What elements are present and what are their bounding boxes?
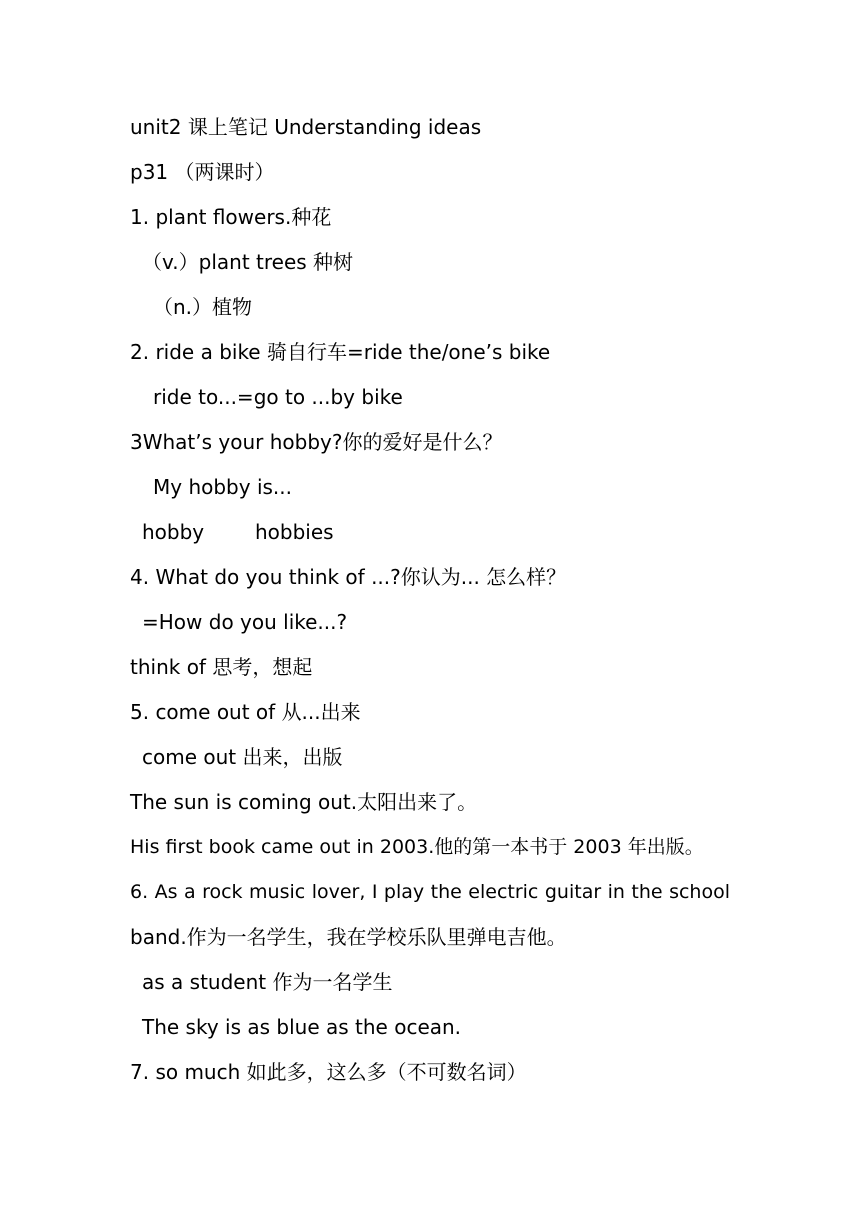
note-line: （v.）plant trees 种树 bbox=[142, 250, 354, 274]
note-line: 5. come out of 从...出来 bbox=[130, 700, 361, 724]
note-line: 3What’s your hobby?你的爱好是什么？ bbox=[130, 430, 503, 454]
note-line: His first book came out in 2003.他的第一本书于 2003 年出版。 bbox=[130, 836, 704, 858]
note-line: The sun is coming out.太阳出来了。 bbox=[130, 790, 478, 814]
note-line: =How do you like...? bbox=[142, 610, 348, 634]
note-line: come out 出来，出版 bbox=[142, 745, 343, 769]
note-line: 6. As a rock music lover, I play the electric guitar in the school bbox=[130, 881, 730, 903]
note-line: think of 思考，想起 bbox=[130, 655, 313, 679]
notes-title: unit2 课上笔记 Understanding ideas bbox=[130, 115, 482, 139]
note-line: as a student 作为一名学生 bbox=[142, 970, 393, 994]
note-line: （n.）植物 bbox=[153, 295, 253, 319]
note-line: band.作为一名学生，我在学校乐队里弹电吉他。 bbox=[130, 925, 567, 949]
note-line: ride to...=go to ...by bike bbox=[153, 385, 403, 409]
page-reference: p31 （两课时） bbox=[130, 160, 275, 184]
note-line: hobby hobbies bbox=[142, 520, 334, 544]
note-line: 4. What do you think of ...?你认为... 怎么样？ bbox=[130, 565, 567, 589]
note-line: 1. plant flowers.种花 bbox=[130, 205, 332, 229]
note-line: The sky is as blue as the ocean. bbox=[142, 1015, 462, 1039]
note-line: 2. ride a bike 骑自行车=ride the/one’s bike bbox=[130, 340, 551, 364]
note-line: My hobby is... bbox=[153, 475, 292, 499]
note-line: 7. so much 如此多，这么多（不可数名词） bbox=[130, 1060, 527, 1084]
